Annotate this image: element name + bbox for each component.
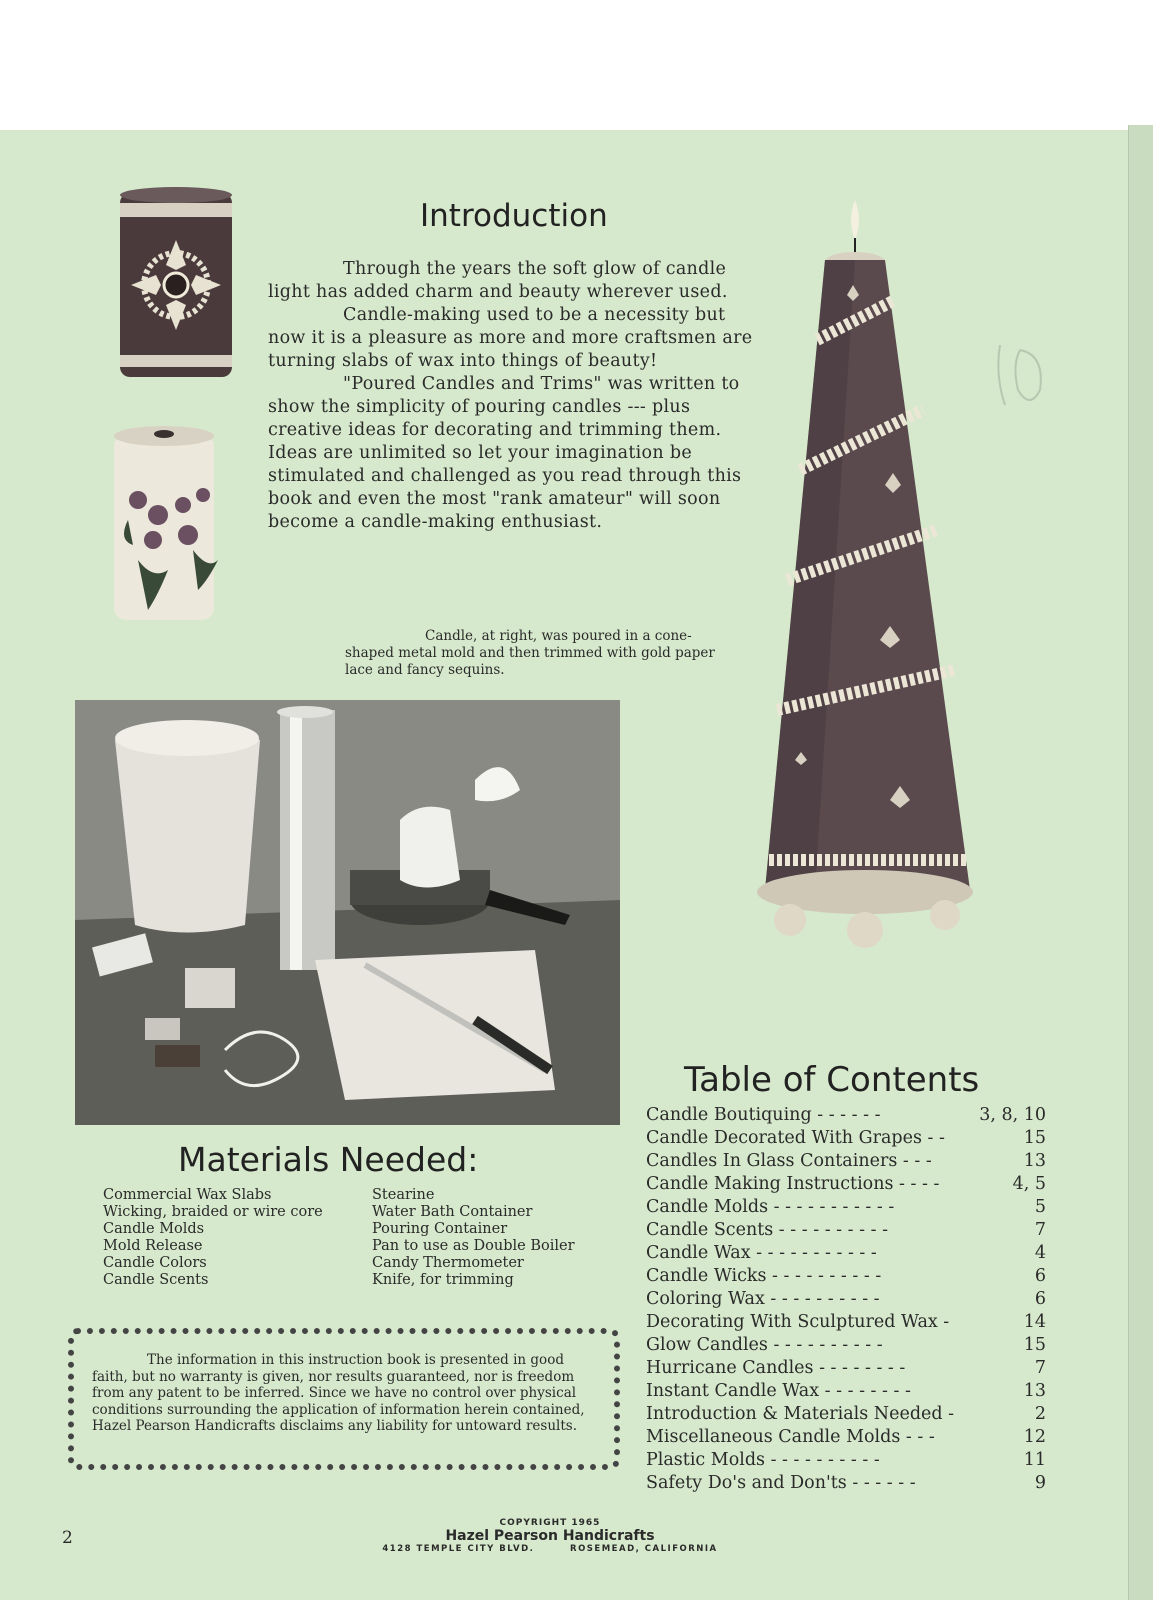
toc-entry — [646, 1127, 1046, 1150]
material-item: Pouring Container — [372, 1221, 508, 1237]
disclaimer-text: The information in this instruction book is presented in good faith, but no warranty is given, nor results guaranteed, nor is freedom from any patent to be inferred. Since we have no control over physical conditions surrounding the application of information herein contained, Hazel Pearson Handicrafts disclaims any liability for untoward results. — [92, 1352, 585, 1434]
toc-label: Candle Wax - - - - - - - - - - - — [646, 1243, 877, 1263]
toc-entry — [646, 1104, 1046, 1127]
company-address: 4128 TEMPLE CITY BLVD. ROSEMEAD, CALIFORNIA — [382, 1544, 718, 1554]
materials-photo — [75, 700, 620, 1125]
toc-entry — [646, 1150, 1046, 1173]
company-name: Hazel Pearson Handicrafts — [445, 1528, 655, 1544]
toc-entry — [646, 1334, 1046, 1357]
toc-label: Candle Decorated With Grapes - - — [646, 1128, 945, 1148]
toc-page: 13 — [1023, 1151, 1046, 1171]
cone-candle-caption: Candle, at right, was poured in a cone-shaped metal mold and then trimmed with gold paper lace and fancy sequins. — [345, 627, 715, 678]
toc-label: Candle Making Instructions - - - - — [646, 1174, 940, 1194]
toc-page: 5 — [1034, 1197, 1046, 1217]
intro-title: Introduction — [420, 198, 608, 234]
toc-label: Introduction & Materials Needed - — [646, 1404, 955, 1424]
table-of-contents — [646, 1104, 1046, 1495]
material-item: Stearine — [372, 1187, 435, 1203]
toc-entry — [646, 1196, 1046, 1219]
toc-page: 6 — [1034, 1289, 1046, 1309]
materials-title: Materials Needed: — [178, 1140, 479, 1179]
intro-paragraph: Through the years the soft glow of candle light has added charm and beauty wherever used. — [268, 259, 728, 302]
material-item: Candy Thermometer — [372, 1255, 524, 1271]
toc-entry — [646, 1288, 1046, 1311]
toc-page: 9 — [1034, 1473, 1046, 1493]
material-item: Knife, for trimming — [372, 1272, 514, 1288]
material-item: Wicking, braided or wire core — [103, 1204, 323, 1220]
toc-entry — [646, 1357, 1046, 1380]
toc-label: Instant Candle Wax - - - - - - - - — [646, 1381, 911, 1401]
toc-entry — [646, 1380, 1046, 1403]
material-item: Candle Scents — [103, 1272, 209, 1288]
toc-page: 2 — [1034, 1404, 1046, 1424]
toc-page: 15 — [1023, 1128, 1046, 1148]
toc-page: 4 — [1034, 1243, 1046, 1263]
toc-page: 14 — [1023, 1312, 1046, 1332]
intro-paragraph: Candle-making used to be a necessity but now it is a pleasure as more and more craftsmen are turning slabs of wax into things of beauty! — [268, 305, 753, 371]
material-item: Candle Molds — [103, 1221, 205, 1237]
toc-entry — [646, 1219, 1046, 1242]
toc-page: 4, 5 — [1012, 1174, 1046, 1194]
material-item: Water Bath Container — [372, 1204, 533, 1220]
toc-entry — [646, 1311, 1046, 1334]
toc-page: 11 — [1023, 1450, 1046, 1470]
toc-label: Decorating With Sculptured Wax - — [646, 1312, 950, 1332]
toc-label: Candle Wicks - - - - - - - - - - — [646, 1266, 882, 1286]
toc-page: 12 — [1023, 1427, 1046, 1447]
toc-label: Safety Do's and Don'ts - - - - - - — [646, 1473, 916, 1493]
toc-label: Coloring Wax - - - - - - - - - - — [646, 1289, 880, 1309]
materials-list-left — [103, 1187, 323, 1289]
materials-list-right — [372, 1187, 575, 1289]
toc-title: Table of Contents — [684, 1060, 980, 1100]
toc-entry — [646, 1265, 1046, 1288]
toc-label: Candle Molds - - - - - - - - - - - — [646, 1197, 895, 1217]
toc-page: 3, 8, 10 — [979, 1105, 1046, 1125]
toc-label: Glow Candles - - - - - - - - - - — [646, 1335, 883, 1355]
material-item: Pan to use as Double Boiler — [372, 1238, 575, 1254]
toc-page: 15 — [1023, 1335, 1046, 1355]
footer — [360, 1518, 740, 1554]
toc-label: Hurricane Candles - - - - - - - - — [646, 1358, 906, 1378]
toc-label: Candle Boutiquing - - - - - - — [646, 1105, 881, 1125]
toc-page: 7 — [1034, 1220, 1046, 1240]
intro-body — [268, 258, 768, 534]
material-item: Candle Colors — [103, 1255, 207, 1271]
toc-label: Candles In Glass Containers - - - — [646, 1151, 932, 1171]
toc-label: Candle Scents - - - - - - - - - - — [646, 1220, 889, 1240]
material-item: Mold Release — [103, 1238, 203, 1254]
page-number: 2 — [62, 1528, 73, 1548]
toc-entry — [646, 1426, 1046, 1449]
decorated-candle-photo — [116, 185, 236, 385]
toc-label: Miscellaneous Candle Molds - - - — [646, 1427, 935, 1447]
toc-entry — [646, 1449, 1046, 1472]
toc-label: Plastic Molds - - - - - - - - - - — [646, 1450, 880, 1470]
toc-entry — [646, 1173, 1046, 1196]
page-edge — [1128, 125, 1153, 1600]
material-item: Commercial Wax Slabs — [103, 1187, 272, 1203]
pencil-mark — [990, 335, 1050, 415]
floral-candle-photo — [108, 420, 233, 632]
toc-entry — [646, 1472, 1046, 1495]
toc-page: 7 — [1034, 1358, 1046, 1378]
toc-entry — [646, 1403, 1046, 1426]
toc-entry — [646, 1242, 1046, 1265]
toc-page: 6 — [1034, 1266, 1046, 1286]
intro-paragraph: "Poured Candles and Trims" was written to show the simplicity of pouring candles --- plus creative ideas for decorating and trimming them. Ideas are unlimited so let your imagination be stimulated and challenged as you read through this book and even the most "rank amateur" will soon become a candle-making enthusiast. — [268, 374, 742, 532]
toc-page: 13 — [1023, 1381, 1046, 1401]
copyright: COPYRIGHT 1965 — [499, 1518, 601, 1528]
cone-candle-photo — [755, 200, 995, 990]
